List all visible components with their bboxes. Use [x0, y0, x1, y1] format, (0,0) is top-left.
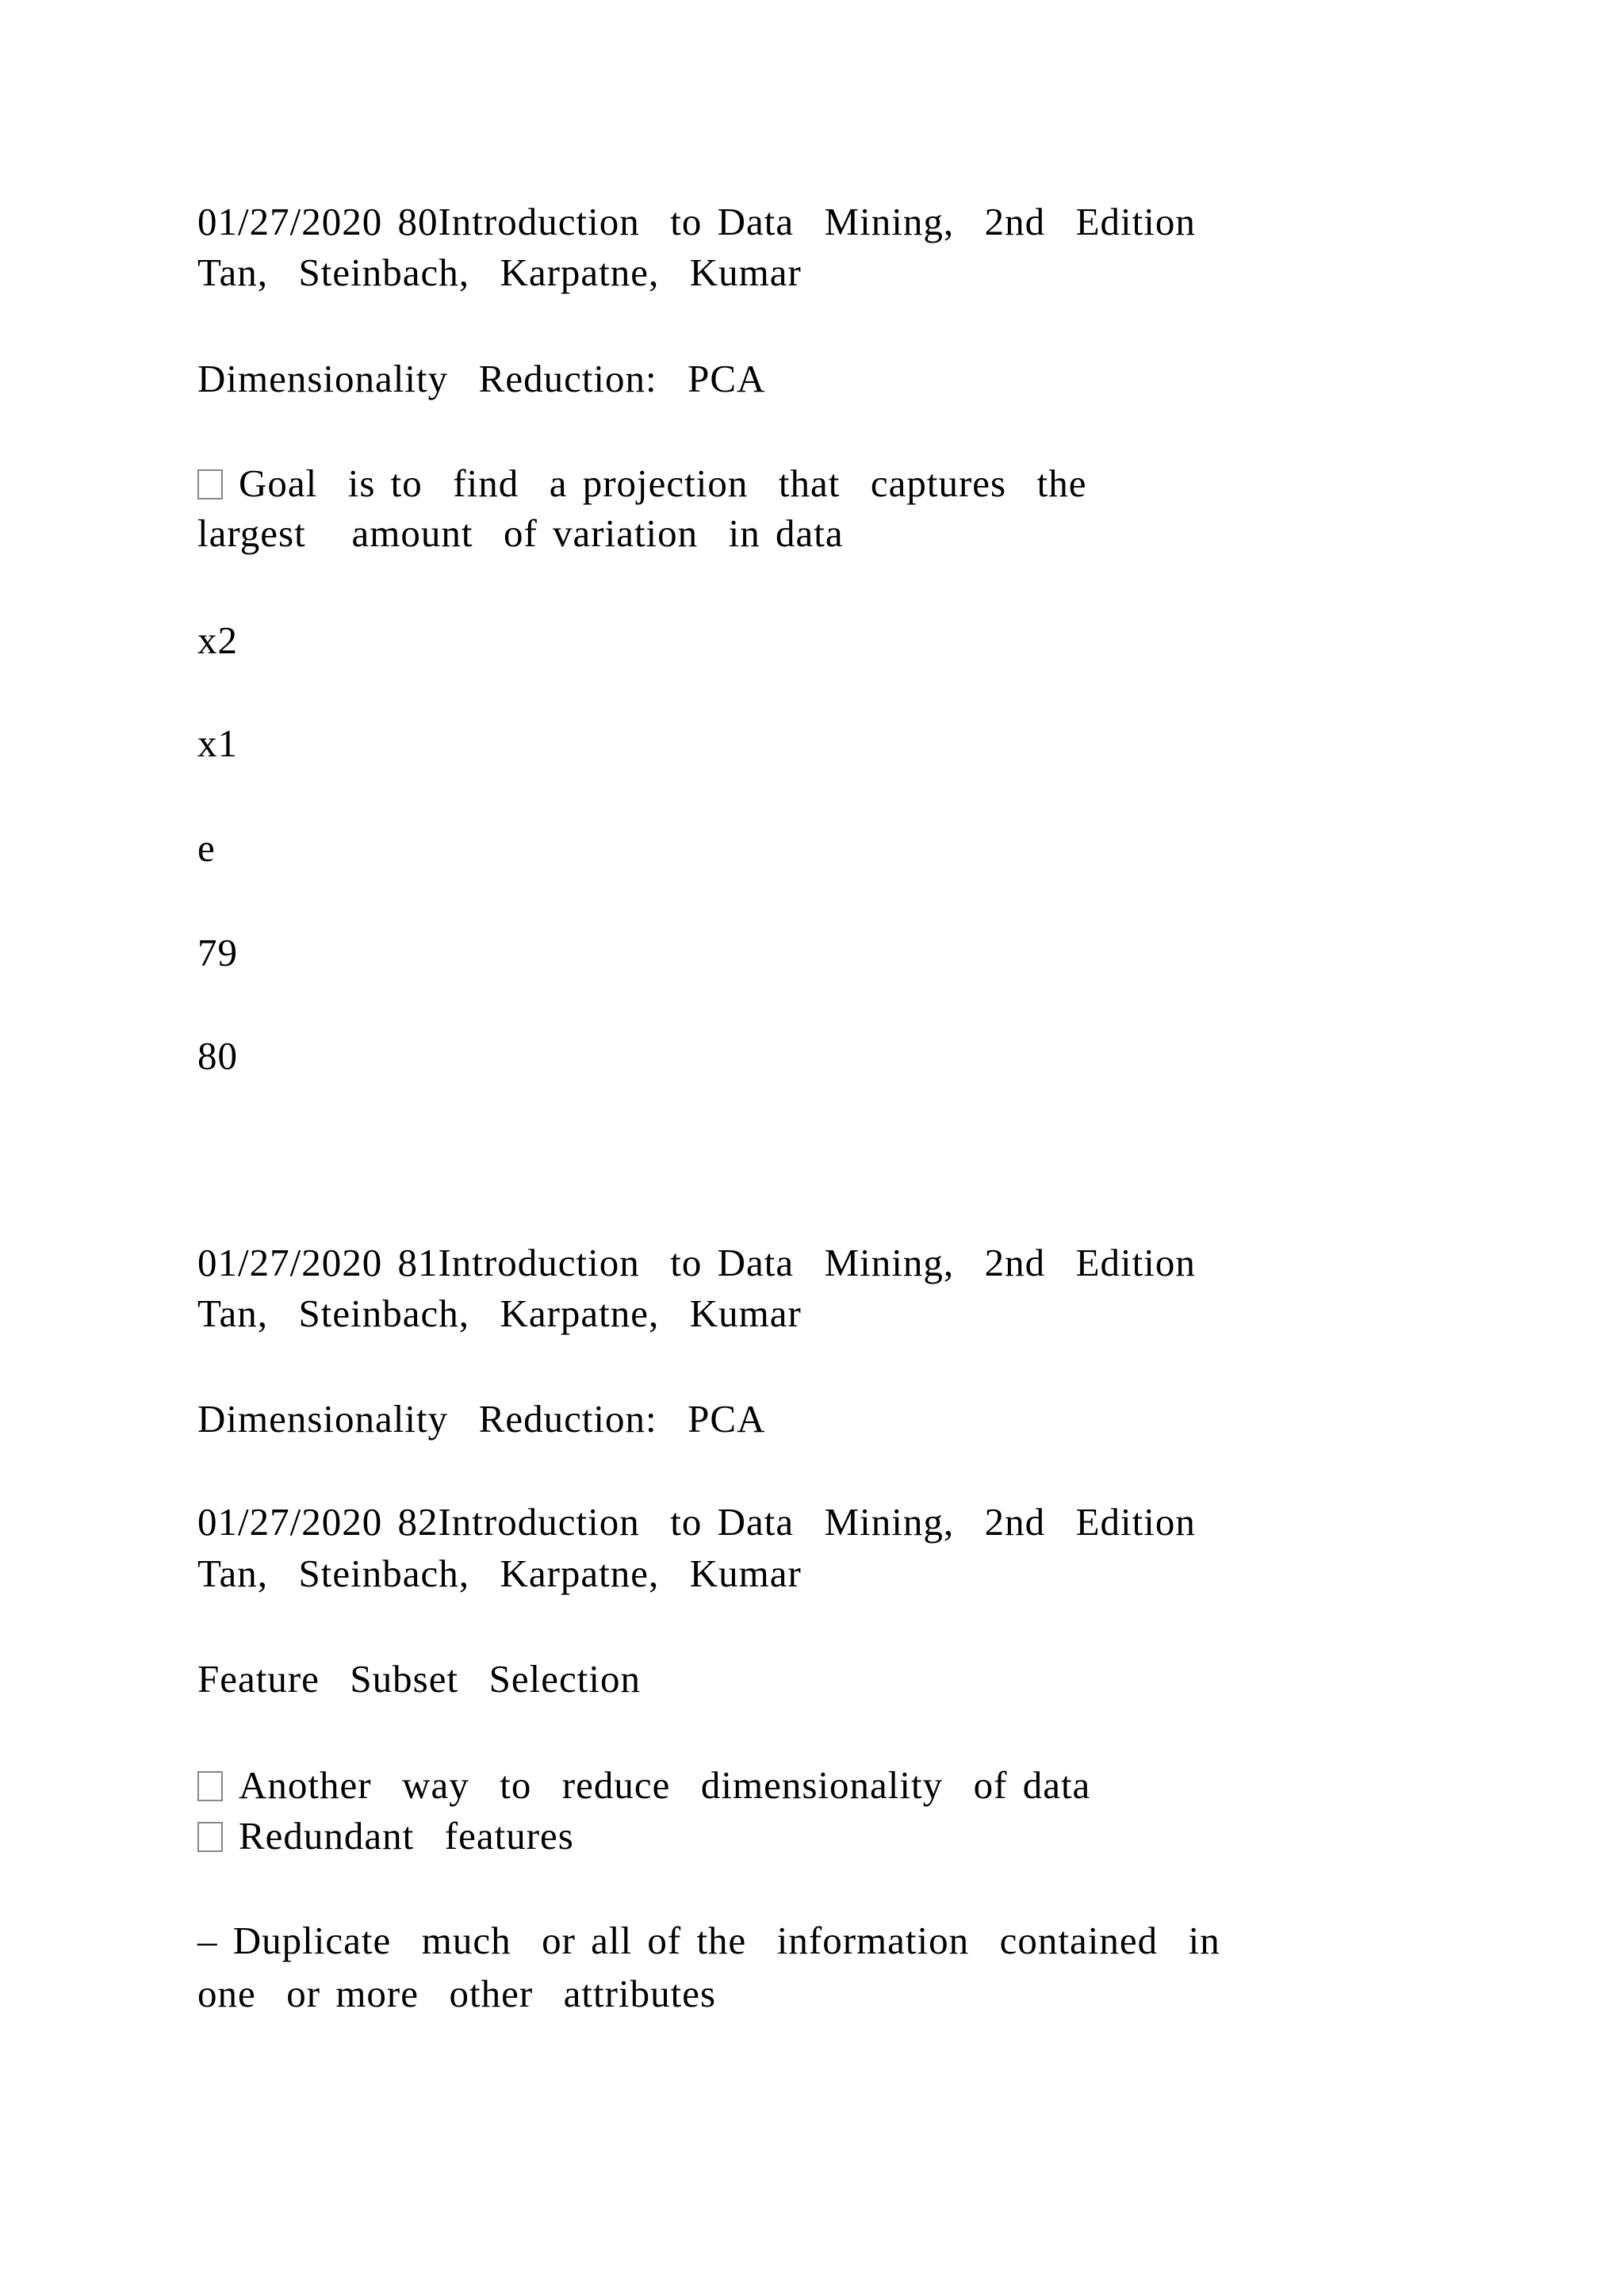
figure-label-x1: x1 — [197, 721, 238, 765]
bullet-icon — [197, 469, 223, 499]
slide-81-header-line-2: Tan, Steinbach, Karpatne, Kumar — [197, 1292, 802, 1335]
slide-82-bullet-2: Redundant features — [197, 1812, 574, 1860]
slide-82-header-line-2: Tan, Steinbach, Karpatne, Kumar — [197, 1552, 802, 1595]
slide-82-subbullet-line-1: – Duplicate much or all of the information contained in — [197, 1919, 1220, 1962]
slide-80-bullet-line-1: Goal is to find a projection that captures the — [197, 460, 1086, 507]
slide-81-title: Dimensionality Reduction: PCA — [197, 1397, 766, 1441]
bullet-icon — [197, 1822, 223, 1852]
slide-82-bullet-1: Another way to reduce dimensionality of data — [197, 1762, 1090, 1809]
page-number-80: 80 — [197, 1034, 238, 1077]
slide-80-header-line-1: 01/27/2020 80Introduction to Data Mining, 2nd Edition — [197, 200, 1196, 243]
page-number-79: 79 — [197, 931, 238, 974]
slide-80-title: Dimensionality Reduction: PCA — [197, 357, 766, 400]
slide-82-header-line-1: 01/27/2020 82Introduction to Data Mining, 2nd Edition — [197, 1500, 1196, 1544]
slide-81-header-line-1: 01/27/2020 81Introduction to Data Mining, 2nd Edition — [197, 1241, 1196, 1284]
slide-80-header-line-2: Tan, Steinbach, Karpatne, Kumar — [197, 251, 802, 294]
bullet-icon — [197, 1771, 223, 1801]
slide-82-title: Feature Subset Selection — [197, 1657, 641, 1701]
slide-80-bullet-line-2: largest amount of variation in data — [197, 511, 844, 555]
figure-label-e: e — [197, 826, 216, 870]
figure-label-x2: x2 — [197, 618, 238, 662]
slide-82-subbullet-line-2: one or more other attributes — [197, 1972, 717, 2015]
